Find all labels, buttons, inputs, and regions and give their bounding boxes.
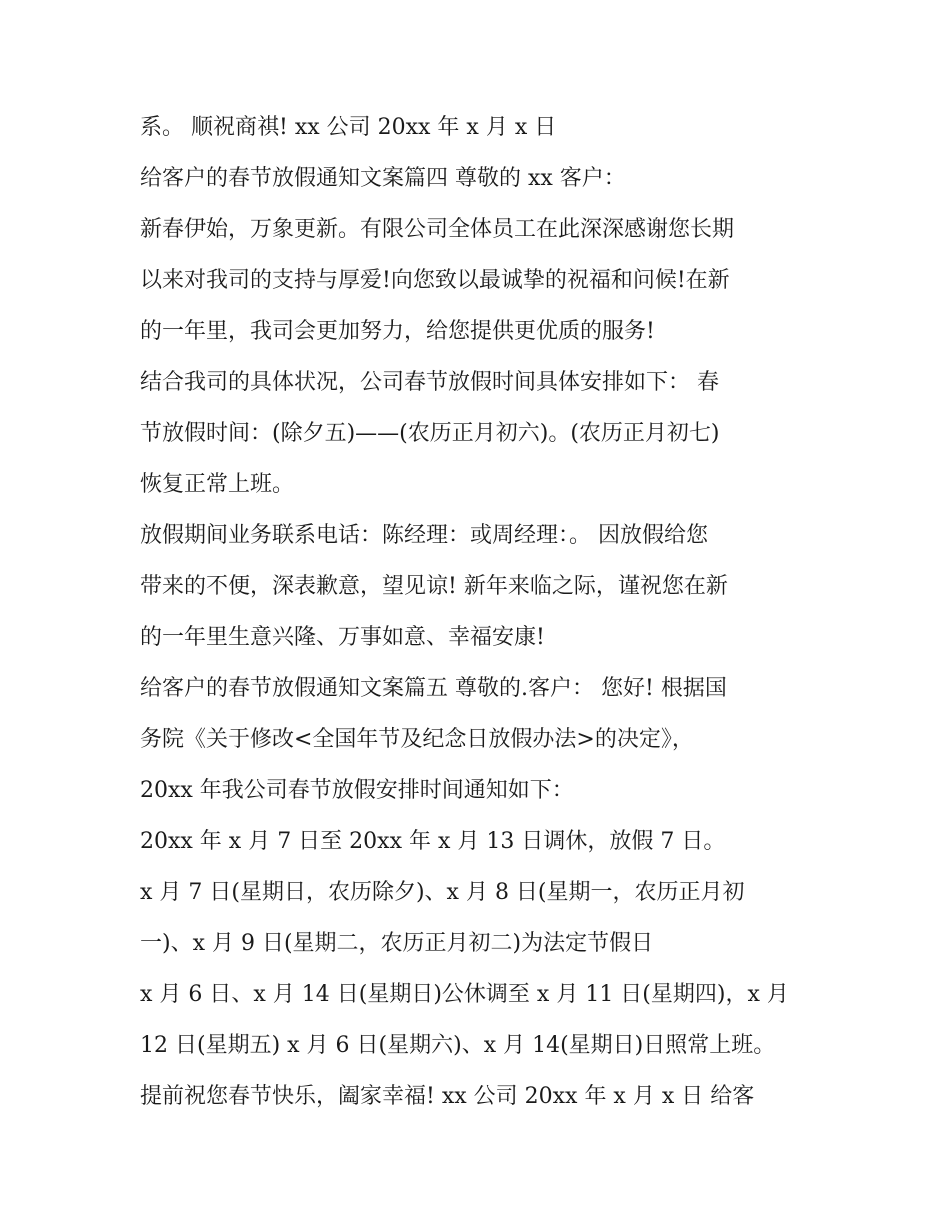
text-line: 节放假时间：(除夕五)——(农历正月初六)。(农历正月初七) [140,421,720,446]
document-body [140,102,830,1122]
text-line: 20xx 年我公司春节放假安排时间通知如下： [140,778,574,803]
text-line: 带来的不便，深表歉意，望见谅! 新年来临之际，谨祝您在新 [140,574,728,599]
text-line: 20xx 年 x 月 7 日至 20xx 年 x 月 13 日调休，放假 7 日。 [140,829,726,854]
text-line: 结合我司的具体状况，公司春节放假时间具体安排如下： 春 [140,370,719,395]
text-line: x 月 7 日(星期日，农历除夕)、x 月 8 日(星期一，农历正月初 [140,880,745,905]
text-line: 务院《关于修改<全国年节及纪念日放假办法>的决定》， [140,727,694,752]
text-line: 以来对我司的支持与厚爱!向您致以最诚挚的祝福和问候!在新 [140,268,730,293]
text-line: 提前祝您春节快乐，阖家幸福! xx 公司 20xx 年 x 月 x 日 给客 [140,1084,755,1109]
text-line: 恢复正常上班。 [140,472,295,497]
text-line: 放假期间业务联系电话：陈经理：或周经理：。 因放假给您 [140,523,708,548]
text-line: 的一年里生意兴隆、万事如意、幸福安康! [140,625,545,650]
text-line: 给客户的春节放假通知文案篇四 尊敬的 xx 客户： [140,166,626,191]
text-line: 的一年里，我司会更加努力，给您提供更优质的服务! [140,319,655,344]
text-line: x 月 6 日、x 月 14 日(星期日)公休调至 x 月 11 日(星期四)，x 月 [140,982,789,1007]
text-line: 新春伊始，万象更新。有限公司全体员工在此深深感谢您长期 [140,217,735,242]
text-line: 12 日(星期五) x 月 6 日(星期六)、x 月 14(星期日)日照常上班。 [140,1033,776,1058]
text-line: 给客户的春节放假通知文案篇五 尊敬的.客户： 您好! 根据国 [140,676,727,701]
text-line: 一)、x 月 9 日(星期二，农历正月初二)为法定节假日 [140,931,654,956]
text-line: 系。 顺祝商祺! xx 公司 20xx 年 x 月 x 日 [140,115,557,140]
